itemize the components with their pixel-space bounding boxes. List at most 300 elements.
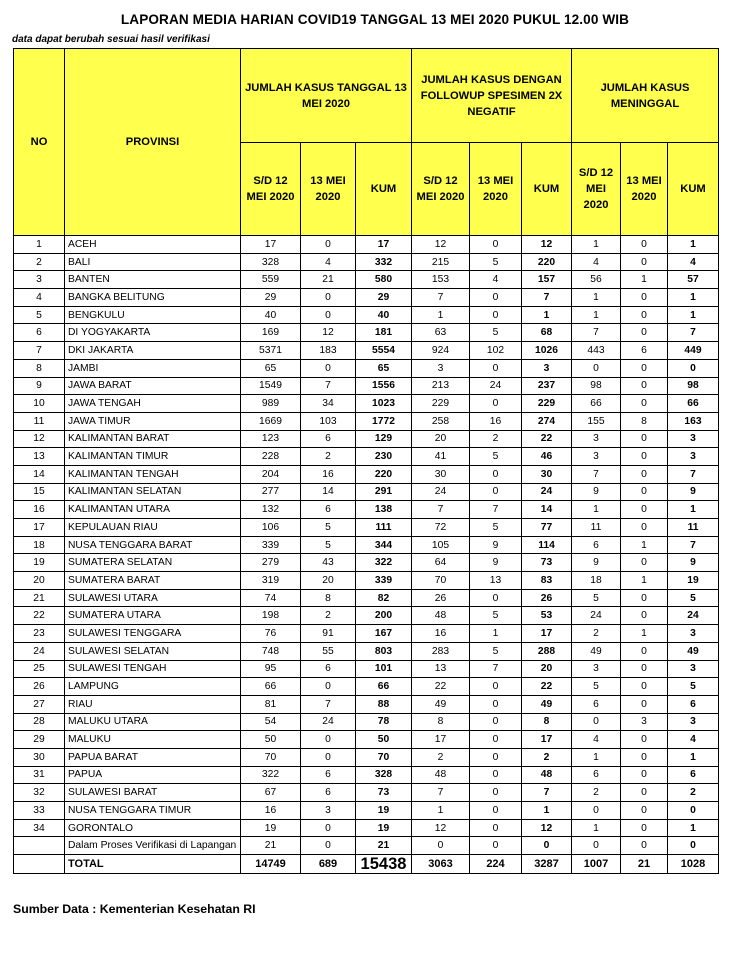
cell-value: 7 xyxy=(572,324,621,342)
total-value: 1007 xyxy=(572,855,621,874)
cell-value: 8 xyxy=(301,589,356,607)
cell-value: 1 xyxy=(668,289,719,307)
row-number: 23 xyxy=(14,625,65,643)
cell-value: 291 xyxy=(356,483,412,501)
cell-value: 13 xyxy=(412,660,470,678)
cell-value: 57 xyxy=(668,271,719,289)
cell-value: 1 xyxy=(572,748,621,766)
subheader-kum-meninggal: KUM xyxy=(668,143,719,236)
cell-value: 5 xyxy=(572,589,621,607)
cell-value: 1 xyxy=(572,819,621,837)
cell-value: 82 xyxy=(356,589,412,607)
table-row xyxy=(14,766,719,784)
verification-note: data dapat berubah sesuai hasil verifikasi xyxy=(12,34,210,45)
cell-value: 0 xyxy=(668,837,719,855)
table-row xyxy=(14,412,719,430)
cell-value: 0 xyxy=(621,289,668,307)
province-name: JAWA TENGAH xyxy=(65,395,241,413)
cell-value: 5 xyxy=(470,607,522,625)
cell-value: 9 xyxy=(572,483,621,501)
cell-value: 0 xyxy=(621,465,668,483)
cell-value: 1 xyxy=(470,625,522,643)
province-name: JAWA BARAT xyxy=(65,377,241,395)
cell-value: 198 xyxy=(241,607,301,625)
cell-value: 322 xyxy=(356,554,412,572)
cell-value: 0 xyxy=(621,377,668,395)
cell-value: 49 xyxy=(668,642,719,660)
cell-value: 5554 xyxy=(356,342,412,360)
cell-value: 0 xyxy=(301,306,356,324)
cell-value: 0 xyxy=(621,448,668,466)
table-row xyxy=(14,678,719,696)
cell-value: 55 xyxy=(301,642,356,660)
cell-value: 0 xyxy=(572,802,621,820)
cell-value: 12 xyxy=(412,819,470,837)
cell-value: 5 xyxy=(470,253,522,271)
total-value: 3063 xyxy=(412,855,470,874)
row-number: 15 xyxy=(14,483,65,501)
cell-value: 328 xyxy=(241,253,301,271)
subheader-sd-kasus: S/D 12 MEI 2020 xyxy=(241,143,301,236)
cell-value: 0 xyxy=(470,395,522,413)
row-number: 11 xyxy=(14,412,65,430)
cell-value: 183 xyxy=(301,342,356,360)
cell-value: 1 xyxy=(522,306,572,324)
cell-value: 7 xyxy=(470,501,522,519)
cell-value: 0 xyxy=(301,289,356,307)
cell-value: 4 xyxy=(668,731,719,749)
cell-value: 43 xyxy=(301,554,356,572)
cell-value: 29 xyxy=(241,289,301,307)
cell-value: 449 xyxy=(668,342,719,360)
province-name: SULAWESI UTARA xyxy=(65,589,241,607)
report-title: LAPORAN MEDIA HARIAN COVID19 TANGGAL 13 MEI 2020 PUKUL 12.00 WIB xyxy=(120,12,630,27)
cell-value: 0 xyxy=(301,678,356,696)
cell-value: 3 xyxy=(668,713,719,731)
cell-value: 580 xyxy=(356,271,412,289)
cell-value: 50 xyxy=(241,731,301,749)
province-name: SUMATERA BARAT xyxy=(65,572,241,590)
table-row xyxy=(14,377,719,395)
total-value: 14749 xyxy=(241,855,301,874)
cell-value: 22 xyxy=(412,678,470,696)
cell-value: 0 xyxy=(621,519,668,537)
table-row xyxy=(14,359,719,377)
cell-value: 1669 xyxy=(241,412,301,430)
cell-value: 0 xyxy=(621,766,668,784)
cell-value: 220 xyxy=(522,253,572,271)
province-name: SULAWESI TENGAH xyxy=(65,660,241,678)
cell-value: 11 xyxy=(668,519,719,537)
cell-value: 3 xyxy=(412,359,470,377)
cell-value: 26 xyxy=(412,589,470,607)
cell-value: 7 xyxy=(572,465,621,483)
cell-value: 1 xyxy=(572,289,621,307)
cell-value: 91 xyxy=(301,625,356,643)
cell-value: 12 xyxy=(412,236,470,254)
cell-value: 0 xyxy=(470,465,522,483)
cell-value: 21 xyxy=(241,837,301,855)
cell-value: 88 xyxy=(356,695,412,713)
cell-value: 0 xyxy=(621,678,668,696)
cell-value: 29 xyxy=(356,289,412,307)
province-name: BANTEN xyxy=(65,271,241,289)
cell-value: 181 xyxy=(356,324,412,342)
province-name: GORONTALO xyxy=(65,819,241,837)
cell-value: 2 xyxy=(412,748,470,766)
cell-value: 157 xyxy=(522,271,572,289)
row-number: 17 xyxy=(14,519,65,537)
province-name: KALIMANTAN UTARA xyxy=(65,501,241,519)
cell-value: 67 xyxy=(241,784,301,802)
table-row xyxy=(14,271,719,289)
cell-value: 0 xyxy=(621,324,668,342)
table-row xyxy=(14,448,719,466)
table-row xyxy=(14,324,719,342)
row-number: 29 xyxy=(14,731,65,749)
cell-value: 7 xyxy=(522,784,572,802)
cell-value: 1 xyxy=(668,748,719,766)
province-name: BANGKA BELITUNG xyxy=(65,289,241,307)
header-provinsi: PROVINSI xyxy=(65,49,241,236)
data-source: Sumber Data : Kementerian Kesehatan RI xyxy=(13,902,256,916)
cell-value: 70 xyxy=(412,572,470,590)
cell-value: 3 xyxy=(301,802,356,820)
cell-value: 70 xyxy=(356,748,412,766)
cell-value: 2 xyxy=(522,748,572,766)
cell-value: 1 xyxy=(412,802,470,820)
cell-value: 129 xyxy=(356,430,412,448)
cell-value: 105 xyxy=(412,536,470,554)
row-number: 2 xyxy=(14,253,65,271)
province-name: PAPUA xyxy=(65,766,241,784)
cell-value: 6 xyxy=(668,766,719,784)
cell-value: 0 xyxy=(470,678,522,696)
cell-value: 6 xyxy=(621,342,668,360)
row-number: 20 xyxy=(14,572,65,590)
cell-value: 169 xyxy=(241,324,301,342)
cell-value: 9 xyxy=(668,483,719,501)
cell-value: 339 xyxy=(356,572,412,590)
cell-value: 8 xyxy=(412,713,470,731)
province-name: SULAWESI TENGGARA xyxy=(65,625,241,643)
row-number: 27 xyxy=(14,695,65,713)
cell-value: 559 xyxy=(241,271,301,289)
cell-value: 0 xyxy=(470,713,522,731)
cell-value: 0 xyxy=(470,359,522,377)
cell-value: 53 xyxy=(522,607,572,625)
cell-value: 17 xyxy=(412,731,470,749)
cell-value: 2 xyxy=(301,448,356,466)
province-name: SULAWESI SELATAN xyxy=(65,642,241,660)
cell-value: 0 xyxy=(621,483,668,501)
cell-value: 73 xyxy=(356,784,412,802)
cell-value: 7 xyxy=(470,660,522,678)
cell-value: 1023 xyxy=(356,395,412,413)
cell-value: 77 xyxy=(522,519,572,537)
table-row xyxy=(14,695,719,713)
row-number: 8 xyxy=(14,359,65,377)
cell-value: 6 xyxy=(572,695,621,713)
cell-value: 19 xyxy=(356,802,412,820)
cell-value: 0 xyxy=(621,802,668,820)
table-row xyxy=(14,342,719,360)
cell-value: 328 xyxy=(356,766,412,784)
cell-value: 48 xyxy=(412,766,470,784)
cell-value: 6 xyxy=(301,430,356,448)
table-row xyxy=(14,784,719,802)
subheader-today-negatif: 13 MEI 2020 xyxy=(470,143,522,236)
cell-value: 81 xyxy=(241,695,301,713)
cell-value: 101 xyxy=(356,660,412,678)
cell-value: 63 xyxy=(412,324,470,342)
covid-cases-table xyxy=(13,48,719,874)
cell-value: 989 xyxy=(241,395,301,413)
cell-value: 34 xyxy=(301,395,356,413)
province-name: PAPUA BARAT xyxy=(65,748,241,766)
cell-value: 50 xyxy=(356,731,412,749)
subheader-kum-kasus: KUM xyxy=(356,143,412,236)
cell-value: 14 xyxy=(522,501,572,519)
cell-value: 344 xyxy=(356,536,412,554)
cell-value: 14 xyxy=(301,483,356,501)
cell-value: 283 xyxy=(412,642,470,660)
cell-value: 0 xyxy=(621,731,668,749)
table-row xyxy=(14,501,719,519)
cell-value: 1 xyxy=(572,501,621,519)
cell-value: 66 xyxy=(241,678,301,696)
row-number: 18 xyxy=(14,536,65,554)
header-no: NO xyxy=(14,49,65,236)
cell-value: 0 xyxy=(621,642,668,660)
cell-value: 0 xyxy=(572,837,621,855)
row-number: 28 xyxy=(14,713,65,731)
table-row xyxy=(14,660,719,678)
cell-value: 6 xyxy=(301,501,356,519)
province-name: RIAU xyxy=(65,695,241,713)
cell-value: 3 xyxy=(572,430,621,448)
cell-value: 1 xyxy=(572,236,621,254)
cell-value: 13 xyxy=(470,572,522,590)
cell-value: 7 xyxy=(412,784,470,802)
cell-value: 220 xyxy=(356,465,412,483)
row-number: 5 xyxy=(14,306,65,324)
cell-value: 5 xyxy=(572,678,621,696)
cell-value: 65 xyxy=(356,359,412,377)
cell-value: 0 xyxy=(470,236,522,254)
cell-value: 1 xyxy=(621,572,668,590)
province-name: BENGKULU xyxy=(65,306,241,324)
cell-value: 65 xyxy=(241,359,301,377)
cell-value: 7 xyxy=(668,324,719,342)
cell-value: 66 xyxy=(356,678,412,696)
cell-value: 0 xyxy=(621,253,668,271)
table-row xyxy=(14,289,719,307)
cell-value: 0 xyxy=(301,731,356,749)
cell-value: 0 xyxy=(301,819,356,837)
total-value: 3287 xyxy=(522,855,572,874)
province-name: KALIMANTAN TIMUR xyxy=(65,448,241,466)
cell-value: 0 xyxy=(470,589,522,607)
cell-value: 16 xyxy=(301,465,356,483)
cell-value: 6 xyxy=(301,766,356,784)
row-number: 13 xyxy=(14,448,65,466)
cell-value: 4 xyxy=(668,253,719,271)
cell-value: 7 xyxy=(412,501,470,519)
cell-value: 3 xyxy=(668,430,719,448)
cell-value: 16 xyxy=(412,625,470,643)
cell-value: 0 xyxy=(572,359,621,377)
cell-value: 0 xyxy=(621,607,668,625)
row-number: 12 xyxy=(14,430,65,448)
cell-value: 277 xyxy=(241,483,301,501)
cell-value: 0 xyxy=(301,748,356,766)
cell-value: 0 xyxy=(621,430,668,448)
cell-value: 16 xyxy=(470,412,522,430)
cell-value: 22 xyxy=(522,678,572,696)
province-name: LAMPUNG xyxy=(65,678,241,696)
cell-value: 153 xyxy=(412,271,470,289)
total-value: 21 xyxy=(621,855,668,874)
cell-value: 5 xyxy=(301,536,356,554)
cell-value: 0 xyxy=(621,359,668,377)
cell-value: 322 xyxy=(241,766,301,784)
cell-value: 1 xyxy=(668,819,719,837)
row-number: 4 xyxy=(14,289,65,307)
cell-value: 228 xyxy=(241,448,301,466)
cell-value: 0 xyxy=(621,395,668,413)
total-row-number xyxy=(14,855,65,874)
table-row xyxy=(14,607,719,625)
cell-value: 288 xyxy=(522,642,572,660)
table-row xyxy=(14,253,719,271)
cell-value: 11 xyxy=(572,519,621,537)
cell-value: 6 xyxy=(572,766,621,784)
province-name: KALIMANTAN BARAT xyxy=(65,430,241,448)
cell-value: 0 xyxy=(301,236,356,254)
cell-value: 155 xyxy=(572,412,621,430)
cell-value: 0 xyxy=(668,802,719,820)
cell-value: 0 xyxy=(621,236,668,254)
cell-value: 1 xyxy=(668,236,719,254)
cell-value: 132 xyxy=(241,501,301,519)
cell-value: 138 xyxy=(356,501,412,519)
cell-value: 20 xyxy=(522,660,572,678)
province-name: BALI xyxy=(65,253,241,271)
row-number: 10 xyxy=(14,395,65,413)
cell-value: 213 xyxy=(412,377,470,395)
cell-value: 48 xyxy=(522,766,572,784)
cell-value: 2 xyxy=(668,784,719,802)
cell-value: 5 xyxy=(470,642,522,660)
total-value: 224 xyxy=(470,855,522,874)
cell-value: 111 xyxy=(356,519,412,537)
cell-value: 95 xyxy=(241,660,301,678)
cell-value: 3 xyxy=(621,713,668,731)
province-name: ACEH xyxy=(65,236,241,254)
cell-value: 0 xyxy=(470,306,522,324)
cell-value: 339 xyxy=(241,536,301,554)
table-row xyxy=(14,465,719,483)
cell-value: 9 xyxy=(572,554,621,572)
cell-value: 98 xyxy=(668,377,719,395)
province-name: NUSA TENGGARA BARAT xyxy=(65,536,241,554)
province-name: MALUKU UTARA xyxy=(65,713,241,731)
cell-value: 5 xyxy=(668,589,719,607)
row-number xyxy=(14,837,65,855)
cell-value: 49 xyxy=(412,695,470,713)
cell-value: 9 xyxy=(668,554,719,572)
row-number: 34 xyxy=(14,819,65,837)
table-row xyxy=(14,572,719,590)
cell-value: 56 xyxy=(572,271,621,289)
cell-value: 1 xyxy=(572,306,621,324)
cell-value: 0 xyxy=(621,748,668,766)
cell-value: 0 xyxy=(621,819,668,837)
row-number: 25 xyxy=(14,660,65,678)
cell-value: 4 xyxy=(572,253,621,271)
cell-value: 9 xyxy=(470,536,522,554)
cell-value: 1772 xyxy=(356,412,412,430)
row-number: 30 xyxy=(14,748,65,766)
cell-value: 5 xyxy=(668,678,719,696)
row-number: 21 xyxy=(14,589,65,607)
subheader-kum-negatif: KUM xyxy=(522,143,572,236)
province-name: KALIMANTAN SELATAN xyxy=(65,483,241,501)
cell-value: 4 xyxy=(470,271,522,289)
cell-value: 0 xyxy=(470,802,522,820)
row-number: 26 xyxy=(14,678,65,696)
table-row xyxy=(14,519,719,537)
cell-value: 49 xyxy=(522,695,572,713)
cell-value: 0 xyxy=(412,837,470,855)
table-row xyxy=(14,589,719,607)
cell-value: 1 xyxy=(668,501,719,519)
table-row xyxy=(14,802,719,820)
cell-value: 0 xyxy=(470,483,522,501)
header-jumlah-kasus: JUMLAH KASUS TANGGAL 13 MEI 2020 xyxy=(241,49,412,143)
cell-value: 66 xyxy=(572,395,621,413)
province-name: KALIMANTAN TENGAH xyxy=(65,465,241,483)
cell-value: 279 xyxy=(241,554,301,572)
cell-value: 22 xyxy=(522,430,572,448)
cell-value: 332 xyxy=(356,253,412,271)
cell-value: 0 xyxy=(522,837,572,855)
cell-value: 7 xyxy=(301,695,356,713)
cell-value: 49 xyxy=(572,642,621,660)
cell-value: 1 xyxy=(668,306,719,324)
table-row xyxy=(14,395,719,413)
province-name: NUSA TENGGARA TIMUR xyxy=(65,802,241,820)
cell-value: 3 xyxy=(572,660,621,678)
row-number: 19 xyxy=(14,554,65,572)
cell-value: 5 xyxy=(470,324,522,342)
cell-value: 9 xyxy=(470,554,522,572)
row-number: 16 xyxy=(14,501,65,519)
row-number: 22 xyxy=(14,607,65,625)
cell-value: 1549 xyxy=(241,377,301,395)
cell-value: 78 xyxy=(356,713,412,731)
cell-value: 20 xyxy=(301,572,356,590)
table-row xyxy=(14,536,719,554)
cell-value: 3 xyxy=(668,625,719,643)
cell-value: 24 xyxy=(572,607,621,625)
cell-value: 103 xyxy=(301,412,356,430)
cell-value: 2 xyxy=(470,430,522,448)
total-row xyxy=(14,855,719,874)
subheader-today-kasus: 13 MEI 2020 xyxy=(301,143,356,236)
cell-value: 1556 xyxy=(356,377,412,395)
